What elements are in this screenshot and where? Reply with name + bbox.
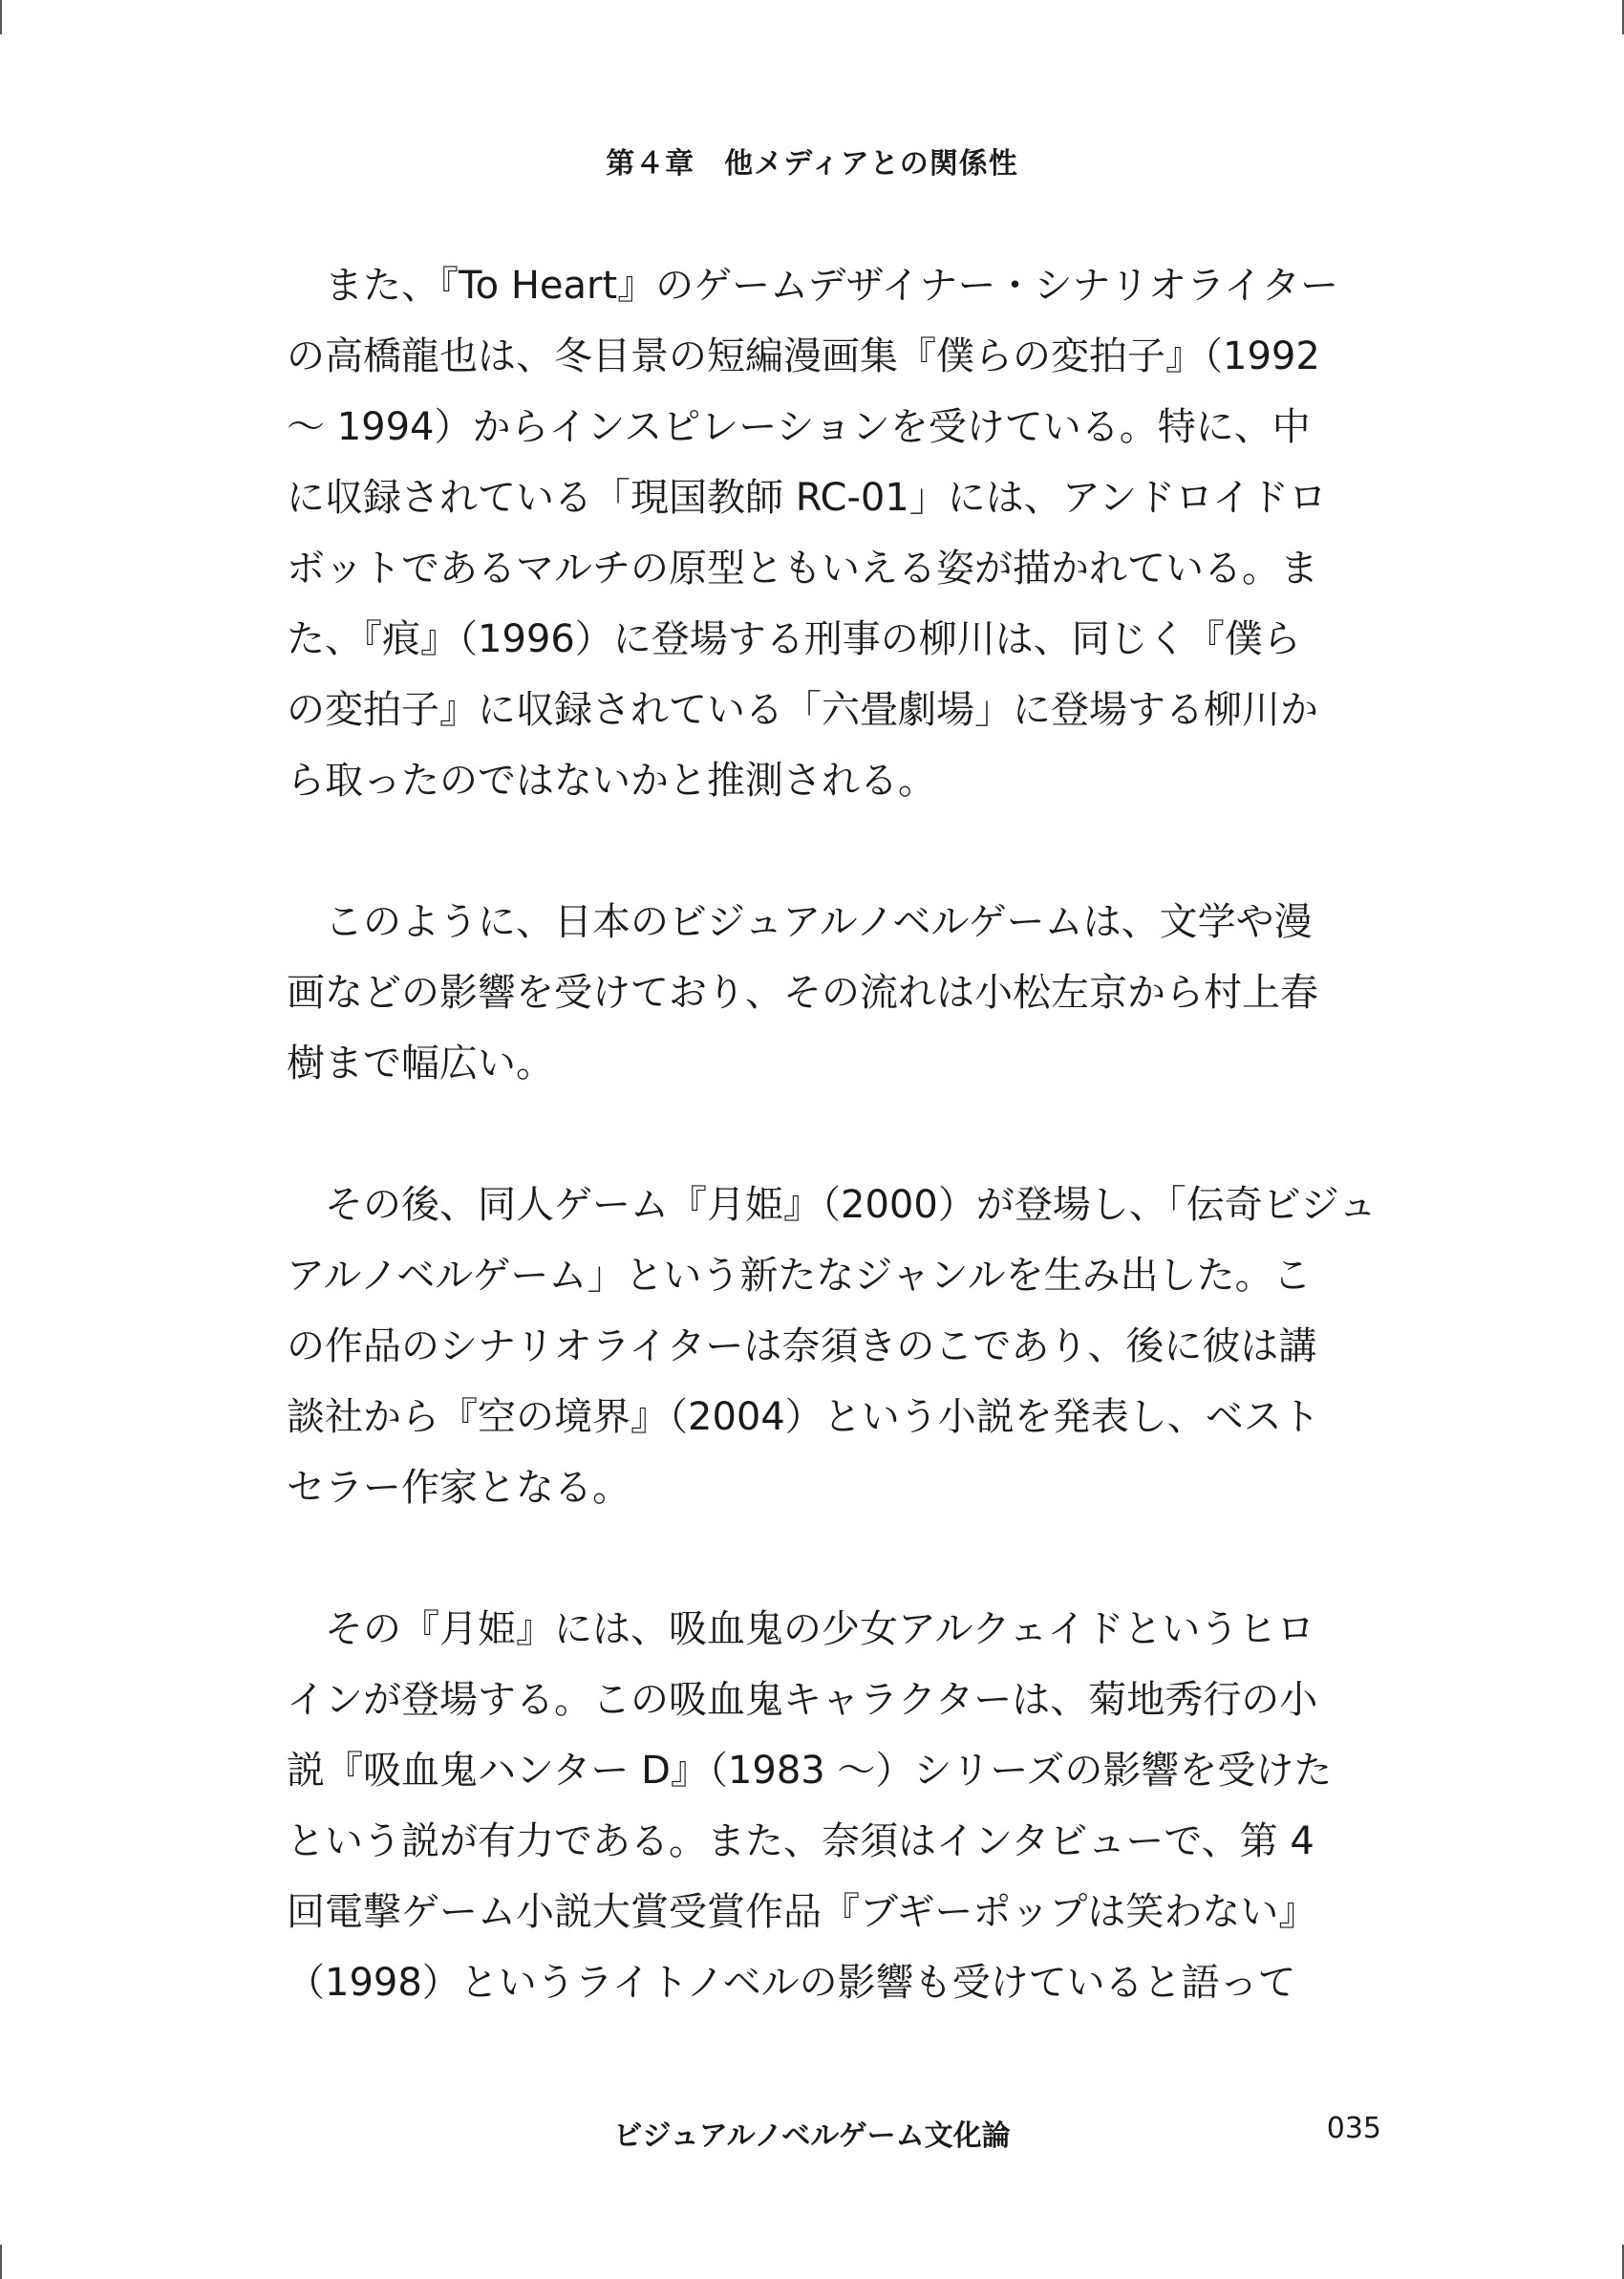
text-line: その『月姫』には、吸血鬼の少女アルクェイドというヒロ <box>287 1607 1315 1651</box>
paragraph-gap <box>287 1523 1381 1594</box>
text-line: 画などの影響を受けており、その流れは小松左京から村上春 <box>287 971 1318 1015</box>
crop-mark-bottom-left <box>0 2245 2 2279</box>
text-line: の作品のシナリオライターは奈須きのこであり、後に彼は講 <box>287 1324 1317 1368</box>
crop-mark-top-left <box>0 0 2 34</box>
text-line: 回電撃ゲーム小説大賞受賞作品『ブギーポップは笑わない』 <box>287 1890 1317 1934</box>
paragraph-3 <box>287 1170 1381 1523</box>
text-line: また、『To Heart』のゲームデザイナー・シナリオライター <box>287 264 1338 308</box>
text-line: セラー作家となる。 <box>287 1466 630 1510</box>
text-line: このように、日本のビジュアルノベルゲームは、文学や漫 <box>287 900 1313 944</box>
paragraph-gap <box>287 1099 1381 1170</box>
text-line: の高橋龍也は、冬目景の短編漫画集『僕らの変拍子』（1992 <box>287 334 1320 378</box>
text-line: の変拍子』に収録されている「六畳劇場」に登場する柳川か <box>287 688 1318 732</box>
running-header: 第４章 他メディアとの関係性 <box>606 147 1018 181</box>
text-line: （1998）というライトノベルの影響も受けていると語って <box>287 1961 1296 2005</box>
text-line: という説が有力である。また、奈須はインタビューで、第 4 <box>287 1819 1314 1863</box>
text-line: 〜 1994）からインスピレーションを受けている。特に、中 <box>287 405 1311 449</box>
page-number: 035 <box>1326 2112 1381 2145</box>
text-line: 説『吸血鬼ハンター D』（1983 〜）シリーズの影響を受けた <box>287 1749 1333 1793</box>
paragraph-1 <box>287 250 1381 816</box>
paragraph-4 <box>287 1594 1381 2018</box>
paragraph-gap <box>287 816 1381 887</box>
text-line: インが登場する。この吸血鬼キャラクターは、菊地秀行の小 <box>287 1678 1318 1722</box>
text-line: ら取ったのではないかと推測される。 <box>287 759 936 803</box>
text-line: アルノベルゲーム」という新たなジャンルを生み出した。こ <box>287 1254 1312 1298</box>
text-line: ボットであるマルチの原型ともいえる姿が描かれている。ま <box>287 547 1318 591</box>
text-line: 談社から『空の境界』（2004）という小説を発表し、ベスト <box>287 1395 1320 1439</box>
running-footer-title: ビジュアルノベルゲーム文化論 <box>613 2119 1011 2153</box>
text-line: に収録されている「現国教師 RC-01」には、アンドロイドロ <box>287 476 1327 520</box>
text-line: た、『痕』（1996）に登場する刑事の柳川は、同じく『僕ら <box>287 617 1301 661</box>
body-text <box>287 250 1381 2018</box>
paragraph-2 <box>287 887 1381 1099</box>
text-line: その後、同人ゲーム『月姫』（2000）が登場し、「伝奇ビジュ <box>287 1183 1377 1227</box>
text-line: 樹まで幅広い。 <box>287 1042 554 1086</box>
